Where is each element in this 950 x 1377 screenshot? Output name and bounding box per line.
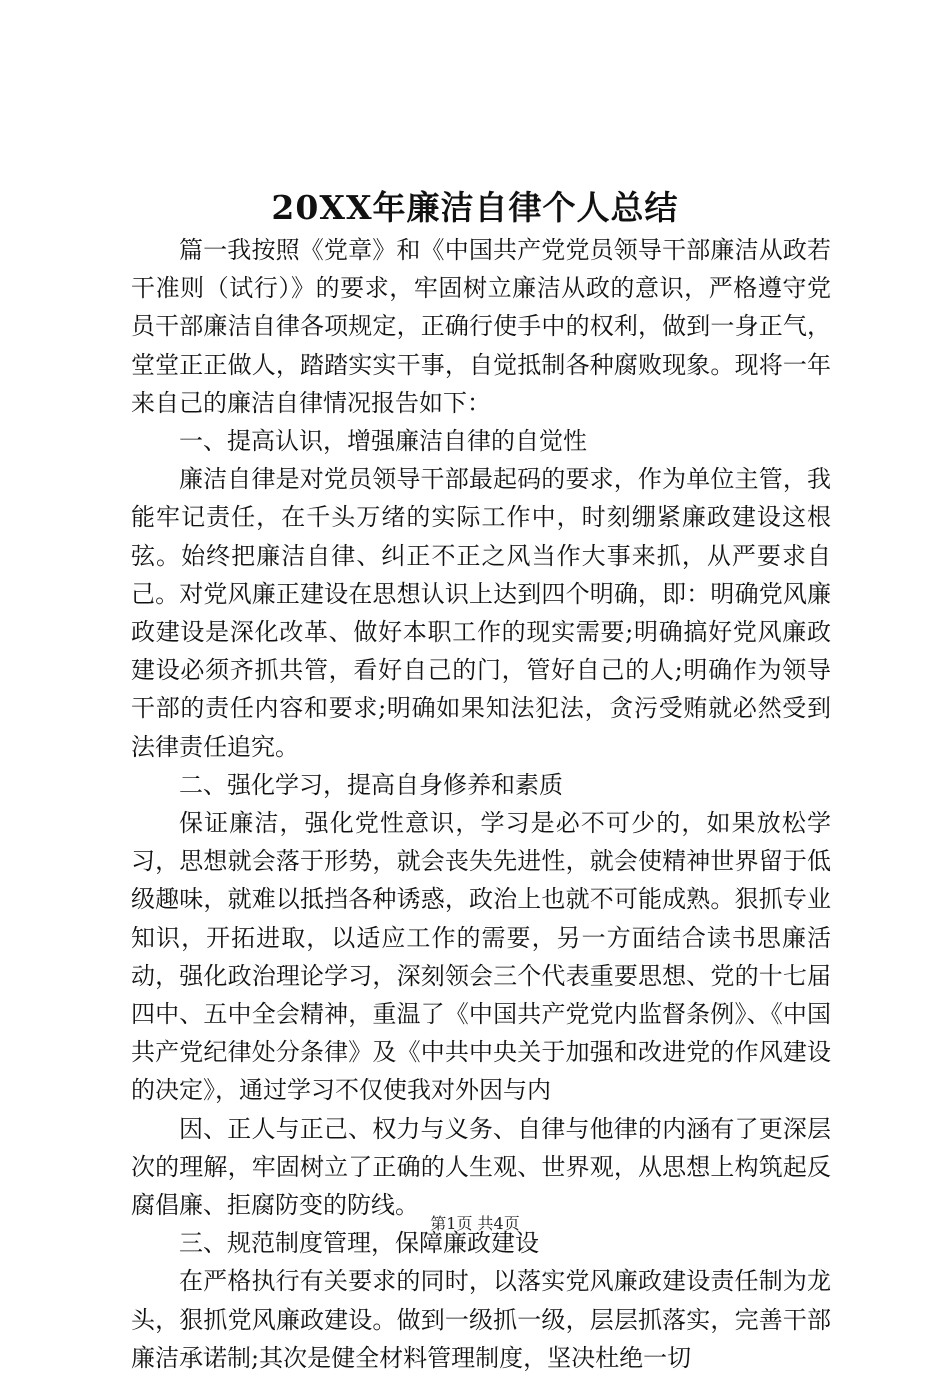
paragraph-section-1: 廉洁自律是对党员领导干部最起码的要求，作为单位主管，我能牢记责任，在千头万绪的实际工作中，时刻绷紧廉政建设这根弦。始终把廉洁自律、纠正不正之风当作大事来抓，从严要求自己。对党风廉正建设在思想认识上达到四个明确，即：明确党风廉政建设是深化改革、做好本职工作的现实需要;明确搞好党风廉政建设必须齐抓共管，看好自己的门，管好自己的人;明确作为领导干部的责任内容和要求;明确如果知法犯法，贪污受贿就必然受到法律责任追究。 bbox=[131, 465, 831, 761]
section-heading-1: 一、提高认识，增强廉洁自律的自觉性 bbox=[179, 427, 587, 456]
section-heading-3: 三、规范制度管理，保障廉政建设 bbox=[179, 1229, 539, 1258]
section-heading-2: 二、强化学习，提高自身修养和素质 bbox=[179, 770, 563, 799]
paragraph-section-2b: 因、正人与正己、权力与义务、自律与他律的内涵有了更深层次的理解，牢固树立了正确的人生观、世界观，从思想上构筑起反腐倡廉、拒腐防变的防线。 bbox=[131, 1114, 831, 1220]
paragraph-intro: 篇一我按照《党章》和《中国共产党党员领导干部廉洁从政若干准则（试行）》的要求，牢固树立廉洁从政的意识，严格遵守党员干部廉洁自律各项规定，正确行使手中的权利，做到一身正气，堂堂正正做人，踏踏实实干事，自觉抵制各种腐败现象。现将一年来自己的廉洁自律情况报告如下： bbox=[131, 236, 831, 417]
document-body bbox=[131, 231, 831, 1377]
document-title: 20XX年廉洁自律个人总结 bbox=[271, 188, 679, 227]
page-number-footer: 第1页 共4页 bbox=[430, 1214, 520, 1233]
paragraph-section-3: 在严格执行有关要求的同时，以落实党风廉政建设责任制为龙头，狠抓党风廉政建设。做到一级抓一级，层层抓落实，完善干部廉洁承诺制;其次是健全材料管理制度，坚决杜绝一切 bbox=[131, 1267, 831, 1372]
paragraph-section-2a: 保证廉洁，强化党性意识，学习是必不可少的，如果放松学习，思想就会落于形势，就会丧失先进性，就会使精神世界留于低级趣味，就难以抵挡各种诱惑，政治上也就不可能成熟。狠抓专业知识，开拓进取，以适应工作的需要，另一方面结合读书思廉活动，强化政治理论学习，深刻领会三个代表重要思想、党的十七届四中、五中全会精神，重温了《中国共产党党内监督条例》、《中国共产党纪律处分条律》及《中共中央关于加强和改进党的作风建设的决定》，通过学习不仅使我对外因与内 bbox=[131, 809, 831, 1105]
